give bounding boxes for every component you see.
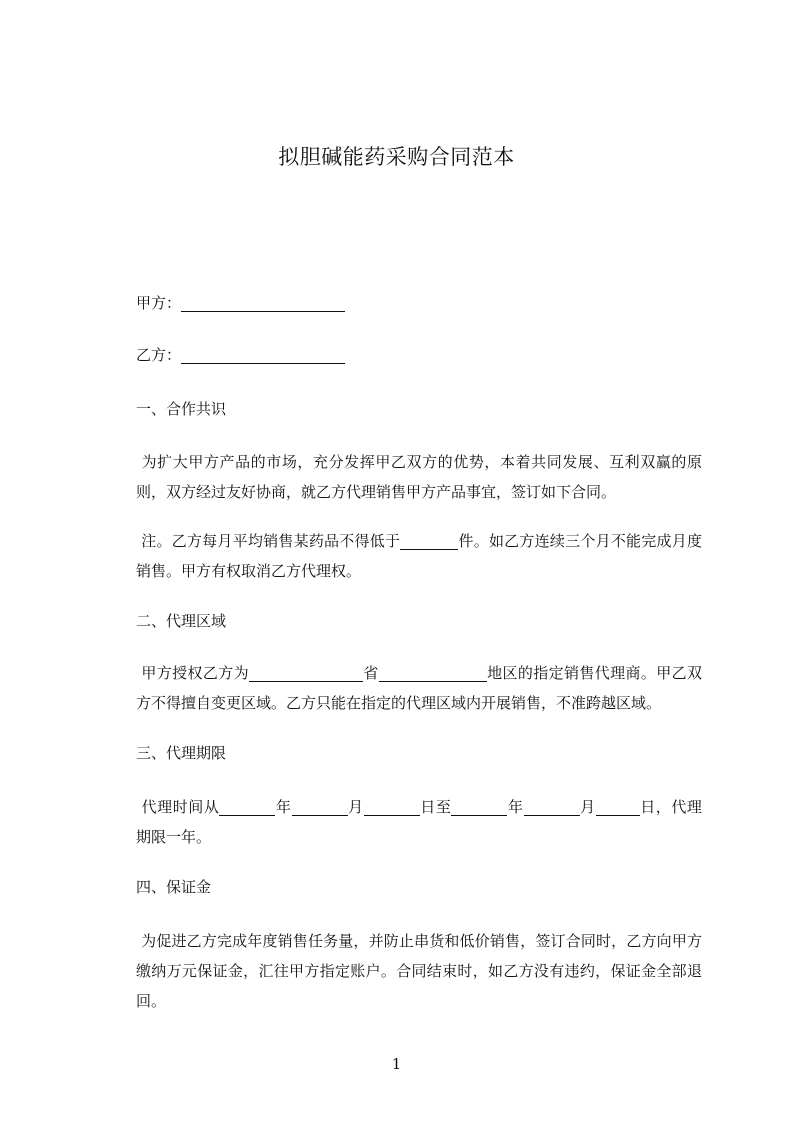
end-year-label: 年 (507, 798, 524, 816)
section-2-text-a: 甲方授权乙方为 (141, 664, 249, 682)
section-3-text-a: 代理时间从 (141, 798, 220, 816)
section-1-paragraph-2 (136, 526, 702, 586)
section-4-heading: 四、保证金 (136, 878, 212, 896)
page-number: 1 (391, 1055, 402, 1073)
region-blank (379, 663, 487, 682)
province-blank (249, 663, 363, 682)
start-month-blank (292, 797, 348, 816)
party-a-label: 甲方： (136, 294, 182, 312)
end-day-blank (596, 797, 640, 816)
start-year-label: 年 (275, 798, 292, 816)
end-month-blank (524, 797, 580, 816)
section-3-heading: 三、代理期限 (136, 744, 227, 762)
start-day-blank (364, 797, 420, 816)
section-1-heading: 一、合作共识 (136, 400, 227, 418)
start-day-label: 日至 (419, 798, 452, 816)
section-2-heading: 二、代理区域 (136, 612, 227, 630)
section-4-text: 为促进乙方完成年度销售任务量，并防止串货和低价销售，签订合同时，乙方向甲方缴纳万元保证金，汇往甲方指定账户。合同结束时，如乙方没有违约，保证金全部退回。 (136, 932, 702, 1010)
party-a-blank (181, 293, 345, 312)
party-b-blank (181, 345, 345, 364)
start-year-blank (219, 797, 275, 816)
start-month-label: 月 (347, 798, 364, 816)
end-month-label: 月 (579, 798, 596, 816)
section-1-paragraph-1 (136, 447, 702, 507)
section-4-paragraph (136, 926, 702, 1016)
document-title: 拟胆碱能药采购合同范本 (278, 145, 515, 169)
section-1-paragraph-1-text: 为扩大甲方产品的市场，充分发挥甲乙双方的优势，本着共同发展、互利双赢的原则，双方经过友好协商，就乙方代理销售甲方产品事宜，签订如下合同。 (136, 453, 702, 501)
section-2-text-c: 地区的指定销售代理商。甲乙双方不得擅自变更区域。乙方只能在指定的代理区域内开展销售，不准跨越区域。 (136, 664, 702, 712)
section-2-text-b: 省 (363, 664, 379, 682)
end-year-blank (451, 797, 507, 816)
sales-quantity-blank (400, 531, 458, 550)
section-2-paragraph (136, 658, 702, 718)
party-a-line (136, 288, 345, 318)
section-3-paragraph (136, 792, 702, 852)
section-1-paragraph-2-text-b: 件。如乙方连续三个月不能完成月度销售。甲方有权取消乙方代理权。 (136, 532, 702, 580)
party-b-label: 乙方： (136, 346, 182, 364)
section-1-paragraph-2-text-a: 注。乙方每月平均销售某药品不得低于 (141, 532, 401, 550)
party-b-line (136, 340, 345, 370)
end-day-label: 日，代理期限一年。 (136, 798, 702, 846)
